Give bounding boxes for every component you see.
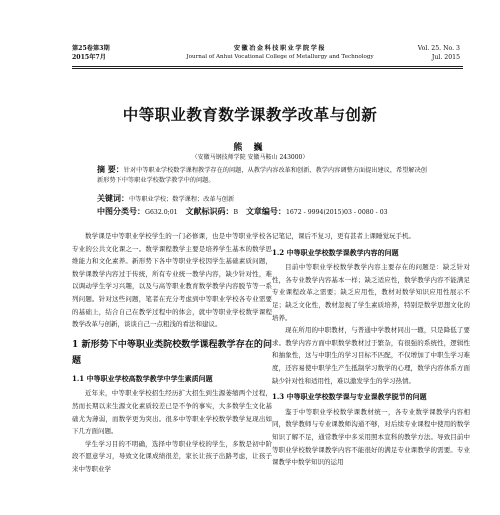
doc-value: B [233,209,239,216]
abstract-text: 针对中等职业学校数学课程教学存在的问题，从教学内容改革和创新、教学内容调整方面提出建议，希望解决创新形势下中等职业学校数学教学中的问题。 [97,167,427,184]
journal-name-en: Journal of Anhui Vocational College of Metallurgy and Technology [186,54,374,60]
journal-name-cn: 安徽冶金科技职业学院学报 [233,45,327,52]
paragraph-1-2-a: 目前中等职业学校数学教学内容主要存在的问题是：缺乏针对性，各专业教学内容基本一样；缺乏适应性，数学教学内容不能满足专业课程改革之需要；缺乏应用性，教材对数学知识应用性展示不足；缺乏文化性，教材忽视了学生素质培养，特别是数学思想文化的培养。 [272,263,470,322]
class-label: 中图分类号： [97,206,145,216]
paragraph-1-2-b: 现在所用的中职教材，与普通中学教材同出一辙，只是降低了要求。教学内容方面中职数学教材过于繁杂，有很强的系统性，逻辑性和抽象性，这与中职生的学习目标不匹配，不仅增加了中职生学习难度，还容易使中职学生产生抵制学习数学的心理，数学内容体系方面缺少针对性和适用性，难以激发学生的学习热情。 [272,326,470,385]
classification-line [97,206,432,218]
article-title: 中等职业教育数学课教学改革与创新 [122,105,378,124]
date-cn: 2015年7月 [72,54,106,61]
paragraph-1-3: 鉴于中等职业学校数学课教材统一，各专业数学课教学内容相同，数学教师与专业课教师沟通不够，对后续专业课程中使用的数学知识了解不足，通常教学中多采用照本宣科的教学方法。导致目前中等职业学校数学课教学内容不能很好的满足专业课教学的需要。专业课教学中数学知识的运用 [272,407,470,467]
volume-en: Vol. 25. No. 3 [417,45,460,52]
header-rule-bottom [72,68,463,69]
journal-volume-en [400,44,460,62]
id-value: 1672 - 9994(2015)03 - 0080 - 03 [285,209,388,216]
continued-paragraph: 记笔记，课后不复习，更有甚者上课睡觉玩手机。 [272,232,415,240]
abstract [97,164,432,186]
subsection-1-3-heading: 1.3 中等职业学校数学课与专业课教学脱节的问题 [272,392,427,402]
keywords-label: 关键词： [97,193,129,203]
left-column [72,230,272,476]
paragraph-1-1-a: 近年来，中等职业学校招生经历扩大招生到生源萎缩两个过程，然而长期以来生源文化素质较差已是不争的事实，大多数学生文化基础尤为薄弱，而数学更为突出。很多中等职业学校数学教学复现出如下几方面问题。 [72,389,272,436]
header-rule-top [72,66,463,67]
id-label: 文章编号： [245,206,286,216]
doc-label: 文献标识码： [185,206,234,216]
abstract-label: 摘 要： [97,164,124,174]
intro-paragraph: 数学课是中等职业学校学生的一门必修课，也是中等职业学校各专业的公共文化课之一。数学课程教学主要是培养学生基本的数学思维能力和文化素养。新形势下各中等职业学校因学生基础素质问题，数学课教学内容过于传统，所有专业统一教学内容，缺少针对性，难以调动学生学习兴趣，以及与高等职业教育数学教学内容脱节等一系列问题。针对这些问题，笔者在充分考虑到中等职业学校各专业需要的基础上，结合自己在教学过程中的体会，就中等职业学校数学课程教学改革与创新，谈谈自己一点粗浅的看法和建议。 [72,232,272,329]
keywords [97,193,432,205]
author-name: 熊 巍 [233,143,267,153]
paragraph-1-1-b: 学生学习目的不明确，选择中等职业学校的学生，多数是初中阶段不愿意学习，导致文化课成绩很差，家长让孩子出路考虑，让孩子来中等职业学 [72,439,272,473]
volume-cn: 第25卷第3期 [72,45,110,52]
class-value: G632.0;01 [145,209,178,216]
subsection-1-1-heading: 1.1 中等职业学校高数学教学中学生素质问题 [72,373,213,383]
right-column [272,230,470,469]
section-1-heading: 1 新形势下中等职业类院校数学课程教学存在的问题 [72,339,272,366]
journal-name-header [160,44,400,62]
keywords-text: 中等职业学校；数学课程；改革与创新 [129,196,235,203]
subsection-1-2-heading: 1.2 中等职业学校数学课教学内容的问题 [272,247,399,257]
date-en: Jul. 2015 [431,54,460,61]
author-affiliation: （安徽马钢技师学院 安徽马鞍山 243000） [191,154,309,161]
journal-volume-header [72,44,110,62]
